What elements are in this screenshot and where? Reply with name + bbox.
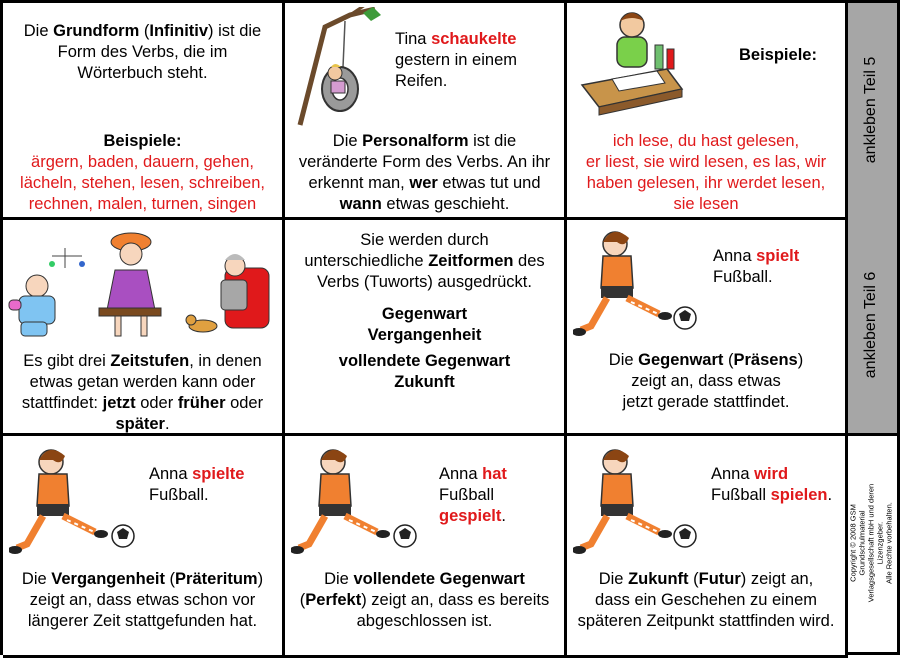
card-infinitiv bbox=[3, 3, 285, 220]
football-girl-illustration bbox=[291, 444, 421, 564]
football-girl-illustration bbox=[573, 226, 703, 346]
football-girl-illustration bbox=[9, 444, 139, 564]
infinitiv-examples: Beispiele: ärgern, baden, dauern, gehen, lächeln, stehen, lesen, schreiben, rechnen, malen, turnen, singen bbox=[20, 132, 265, 213]
futur-sentence: Anna wird Fußball spielen. bbox=[711, 465, 833, 504]
three-ages-illustration bbox=[7, 228, 277, 348]
reading-boy-illustration bbox=[577, 7, 687, 117]
glue-tab-part5-label: ankleben Teil 5 bbox=[862, 56, 879, 164]
lesen-examples: ich lese, du hast gelesen, er liest, sie wird lesen, es las, wir haben gelesen, ihr werdet lesen, sie lesen bbox=[585, 132, 827, 213]
zeitformen-list: Gegenwart Vergangenheit bbox=[367, 305, 482, 344]
praeteritum-sentence: Anna spielte Fußball. bbox=[149, 465, 245, 504]
personalform-definition: Die Personalform ist die veränderte Form des Verbs. An ihr erkennt man, wer etwas tut und wann etwas geschieht. bbox=[298, 132, 551, 213]
perfekt-sentence: Anna hat Fußball gespielt. bbox=[439, 465, 507, 525]
lesen-heading: Beispiele: bbox=[739, 46, 817, 64]
futur-definition: Die Zukunft (Futur) zeigt an, dass ein Geschehen zu einem späteren Zeitpunkt stattfinden wird. bbox=[577, 570, 835, 630]
card-praesens bbox=[567, 220, 848, 436]
football-girl-illustration bbox=[573, 444, 703, 564]
card-zeitformen bbox=[285, 220, 567, 436]
perfekt-definition: Die vollendete Gegenwart (Perfekt) zeigt an, dass es bereits abgeschlossen ist. bbox=[299, 570, 550, 630]
card-zeitstufen bbox=[3, 220, 285, 436]
swing-sentence: Tina schaukelte gestern in einem Reifen. bbox=[395, 30, 517, 90]
zeitstufen-text: Es gibt drei Zeitstufen, in denen etwas getan werden kann oder stattfindet: jetzt oder früher oder später. bbox=[21, 352, 264, 433]
copyright-text: Copyright © 2008 GSM Grundschulmaterial Verlagsgesellschaft mbH und deren Lizenzgeber. Alle Rechte vorbehalten. bbox=[848, 483, 894, 602]
glue-tab-part6 bbox=[845, 217, 900, 436]
zeitformen-intro: Sie werden durch unterschiedliche Zeitformen des Verbs (Tuworts) ausgedrückt. bbox=[304, 231, 545, 291]
infinitiv-definition: Die Grundform (Infinitiv) ist die Form des Verbs, die im Wörterbuch steht. bbox=[23, 22, 262, 82]
praesens-sentence: Anna spielt Fußball. bbox=[713, 247, 800, 286]
card-personalform bbox=[285, 3, 567, 220]
card-perfekt bbox=[285, 436, 567, 658]
zeitformen-list-2: vollendete Gegenwart Zukunft bbox=[338, 352, 511, 391]
praeteritum-definition: Die Vergangenheit (Präteritum) zeigt an, dass etwas schon vor längerer Zeit stattgefunden hat. bbox=[21, 570, 264, 630]
copyright-panel bbox=[845, 433, 900, 655]
card-praeteritum bbox=[3, 436, 285, 658]
praesens-definition: Die Gegenwart (Präsens) zeigt an, dass etwas jetzt gerade stattfindet. bbox=[608, 351, 804, 411]
card-examples-lesen bbox=[567, 3, 848, 220]
swing-girl-illustration bbox=[295, 7, 385, 127]
card-futur bbox=[567, 436, 848, 658]
glue-tab-part5 bbox=[845, 0, 900, 220]
glue-tab-part6-label: ankleben Teil 6 bbox=[862, 271, 879, 379]
